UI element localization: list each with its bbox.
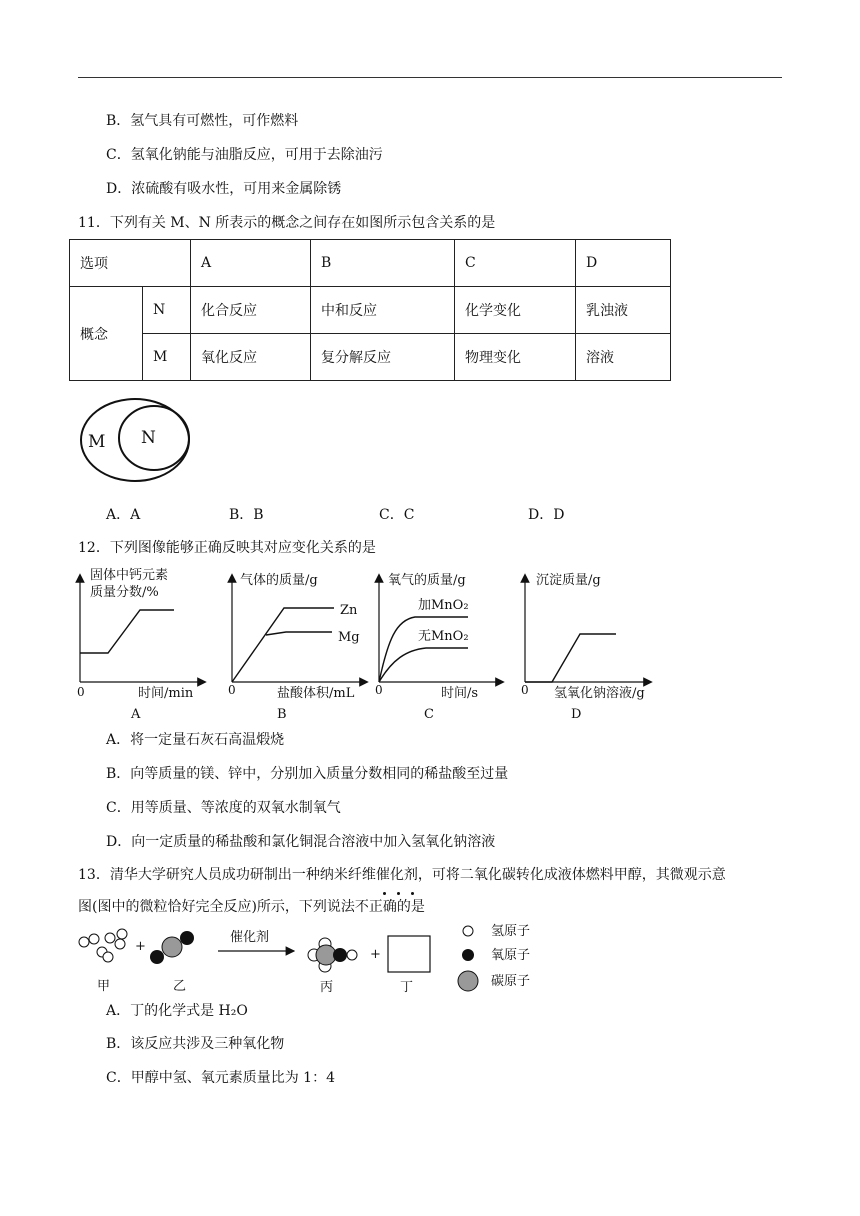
graph-d-origin: 0: [521, 683, 529, 697]
q11-option-a: A．A: [106, 507, 141, 523]
table-cell: 氧化反应: [191, 334, 311, 381]
table-row: [70, 334, 671, 381]
reactant-yi-co2-molecule: [150, 931, 194, 964]
q12-graphs: [70, 560, 660, 725]
concept-table: [69, 239, 671, 381]
q13-option-a: A．丁的化学式是 H₂O: [106, 1003, 248, 1019]
q12-option-b: B．向等质量的镁、锌中，分别加入质量分数相同的稀盐酸至过量: [106, 766, 509, 782]
q12-option-d: D．向一定质量的稀盐酸和氯化铜混合溶液中加入氢氧化钠溶液: [106, 834, 496, 850]
legend-carbon-label: 碳原子: [491, 974, 531, 989]
graph-c-legend-with-mno2: 加MnO₂: [418, 598, 469, 613]
table-header-cell: D: [576, 240, 671, 287]
graph-d-ylabel: 沉淀质量/g: [536, 573, 601, 588]
legend-oxygen-label: 氧原子: [491, 948, 531, 963]
legend-hydrogen-label: 氢原子: [491, 924, 531, 939]
emphasis-dot: [397, 892, 400, 895]
graph-c-origin: 0: [375, 683, 383, 697]
venn-label-m: M: [88, 432, 106, 452]
legend-oxygen-icon: [462, 949, 474, 961]
reactant-jia-h2-molecules: [79, 929, 127, 962]
graph-a-curve: [80, 610, 174, 653]
q11-option-b: B．B: [229, 507, 264, 523]
q11-option-d: D．D: [528, 507, 565, 523]
q13-option-b: B．该反应共涉及三种氧化物: [106, 1036, 285, 1052]
q11-stem: 11．下列有关 M、N 所表示的概念之间存在如图所示包含关系的是: [78, 215, 496, 231]
graph-a-ylabel-1: 固体中钙元素: [90, 568, 169, 583]
label-bing: 丙: [320, 980, 334, 995]
table-cell: 中和反应: [311, 287, 455, 334]
venn-diagram: [78, 396, 198, 486]
graph-c-series-without-mno2: [379, 648, 468, 682]
graph-b: [228, 572, 364, 722]
graph-b-series-zn: [232, 608, 334, 682]
legend-carbon-icon: [458, 971, 478, 991]
table-cell: 乳浊液: [576, 287, 671, 334]
graph-b-legend-mg: Mg: [338, 630, 360, 645]
graph-c-caption: C: [424, 707, 434, 722]
emphasis-dot: [383, 892, 386, 895]
arrow-label-catalyst: 催化剂: [230, 930, 270, 945]
graph-d: [521, 572, 648, 722]
q10-option-b: B．氢气具有可燃性，可作燃料: [106, 113, 299, 129]
header-rule: [78, 77, 782, 78]
plus-sign: +: [370, 947, 381, 962]
q10-option-d: D．浓硫酸有吸水性，可用来金属除锈: [106, 181, 342, 197]
venn-label-n: N: [141, 428, 156, 448]
table-header-cell: A: [191, 240, 311, 287]
graph-b-series-mg: [266, 632, 332, 635]
reaction-diagram: [70, 920, 550, 1000]
graph-a-ylabel-2: 质量分数/%: [90, 585, 159, 600]
legend-hydrogen-icon: [463, 926, 473, 936]
graph-b-origin: 0: [228, 683, 236, 697]
graph-b-caption: B: [277, 707, 287, 722]
table-cell: 溶液: [576, 334, 671, 381]
table-cell: 物理变化: [455, 334, 576, 381]
label-yi: 乙: [173, 979, 187, 994]
q12-option-c: C．用等质量、等浓度的双氧水制氧气: [106, 800, 341, 816]
label-jia: 甲: [97, 979, 111, 994]
table-header-cell: C: [455, 240, 576, 287]
emphasis-dot: [411, 892, 414, 895]
table-header-cell: 选项: [70, 240, 191, 287]
q11-option-c: C．C: [379, 507, 415, 523]
product-ding-box: [388, 936, 430, 972]
graph-c: [375, 573, 500, 722]
graph-d-curve: [525, 634, 616, 682]
table-cell: N: [143, 287, 191, 334]
graph-c-legend-without-mno2: 无MnO₂: [418, 629, 469, 644]
q13-stem-line-1: 13．清华大学研究人员成功研制出一种纳米纤维催化剂，可将二氧化碳转化成液体燃料甲醇，其微观示意: [78, 867, 726, 883]
table-row: [70, 287, 671, 334]
graph-a: [77, 567, 202, 722]
graph-d-xlabel: 氢氧化钠溶液/g: [554, 686, 645, 701]
product-bing-methanol-molecule: [308, 938, 357, 972]
graph-c-series-with-mno2: [379, 617, 468, 682]
table-cell: 化学变化: [455, 287, 576, 334]
table-header-row: [70, 240, 671, 287]
graph-a-origin: 0: [77, 685, 85, 699]
graph-a-xlabel: 时间/min: [138, 686, 194, 701]
q13-stem-line-2: 图(图中的微粒恰好完全反应)所示，下列说法不正确的是: [78, 899, 425, 915]
q13-option-c: C．甲醇中氢、氧元素质量比为 1：4: [106, 1070, 335, 1086]
table-cell: M: [143, 334, 191, 381]
q12-stem: 12．下列图像能够正确反映其对应变化关系的是: [78, 540, 376, 556]
table-cell: 复分解反应: [311, 334, 455, 381]
graph-a-caption: A: [131, 707, 141, 722]
graph-b-legend-zn: Zn: [340, 603, 358, 618]
label-ding: 丁: [400, 980, 414, 995]
table-group-label: 概念: [70, 287, 143, 381]
plus-sign: +: [135, 939, 146, 954]
q10-option-c: C．氢氧化钠能与油脂反应，可用于去除油污: [106, 147, 383, 163]
graph-c-ylabel: 氧气的质量/g: [388, 573, 466, 588]
table-header-cell: B: [311, 240, 455, 287]
table-cell: 化合反应: [191, 287, 311, 334]
graph-c-xlabel: 时间/s: [441, 686, 479, 701]
graph-b-xlabel: 盐酸体积/mL: [277, 686, 355, 701]
q12-option-a: A．将一定量石灰石高温煅烧: [106, 732, 285, 748]
graph-b-ylabel: 气体的质量/g: [240, 573, 318, 588]
graph-d-caption: D: [571, 707, 582, 722]
